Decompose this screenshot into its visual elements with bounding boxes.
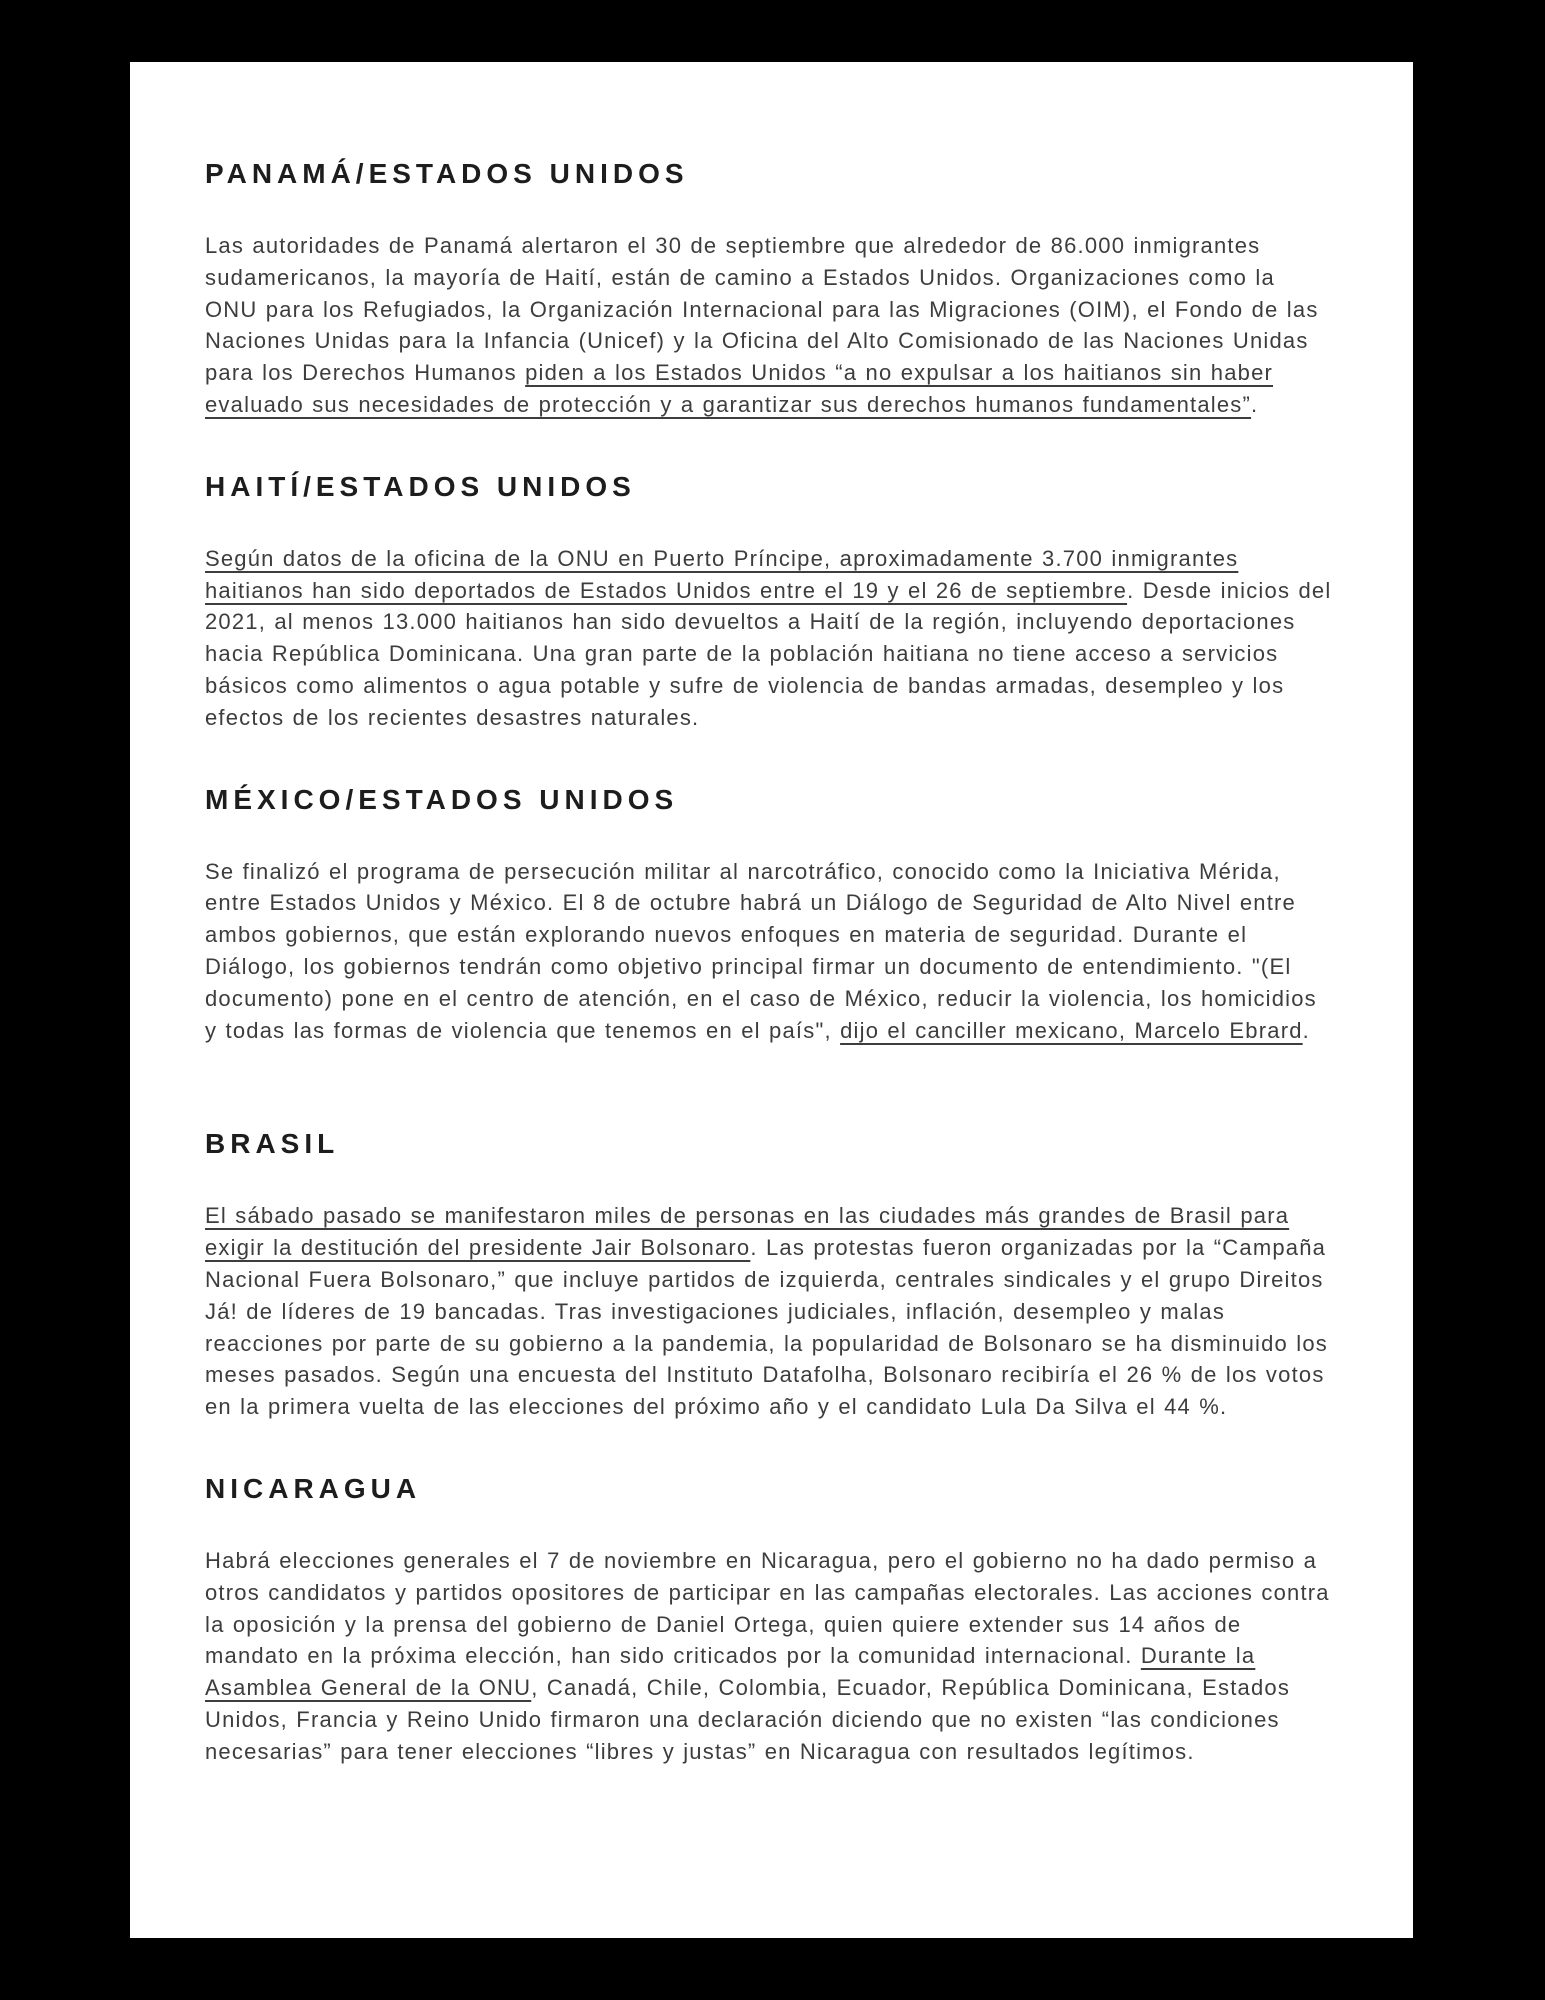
news-section-mexico-estados-unidos [205, 782, 1335, 1047]
paragraph-text: . [1251, 391, 1259, 417]
section-paragraph [205, 543, 1335, 734]
paragraph-text: . [1302, 1017, 1310, 1043]
newsletter-page [130, 62, 1413, 1938]
paragraph-text: , Canadá, Chile, Colombia, Ecuador, República Dominicana, Estados Unidos, Francia y Reino Unido firmaron una declaración diciendo que no existen “las condiciones necesarias” para tener elecciones “libres y justas” en Nicaragua con resultados legítimos. [205, 1675, 1291, 1764]
section-heading: MÉXICO/ESTADOS UNIDOS [205, 783, 679, 815]
section-heading: PANAMÁ/ESTADOS UNIDOS [205, 158, 689, 189]
news-section-brasil [205, 1126, 1335, 1423]
paragraph-text: Habrá elecciones generales el 7 de noviembre en Nicaragua, pero el gobierno no ha dado permiso a otros candidatos y partidos opositores de participar en las campañas electorales. Las acciones contra la oposición y la prensa del gobierno de Daniel Ortega, quien quiere extender sus 14 años de mandato en la próxima elección, han sido criticados por la comunidad internacional. [205, 1547, 1330, 1669]
section-heading: NICARAGUA [205, 1472, 422, 1504]
paragraph-text: . Las protestas fueron organizadas por la “Campaña Nacional Fuera Bolsonaro,” que incluye partidos de izquierda, centrales sindicales y el grupo Direitos Já! de líderes de 19 bancadas. Tras investigaciones judiciales, inflación, desempleo y malas reacciones por parte de su gobierno a la pandemia, la popularidad de Bolsonaro se ha disminuido los meses pasados. Según una encuesta del Instituto Datafolha, Bolsonaro recibiría el 26 % de los votos en la primera vuelta de las elecciones del próximo año y el candidato Lula Da Silva el 44 %. [205, 1235, 1328, 1420]
newsletter-content [130, 62, 1413, 1768]
paragraph-text: . Desde inicios del 2021, al menos 13.000 haitianos han sido devueltos a Haití de la región, incluyendo deportaciones hacia República Dominicana. Una gran parte de la población haitiana no tiene acceso a servicios básicos como alimentos o agua potable y sufre de violencia de bandas armadas, desempleo y los efectos de los recientes desastres naturales. [205, 577, 1332, 730]
section-paragraph [205, 1200, 1335, 1423]
news-section-nicaragua [205, 1471, 1335, 1768]
section-heading: BRASIL [205, 1128, 340, 1160]
inline-link[interactable]: Durante la Asamblea General de la ONU [205, 1643, 1256, 1701]
inline-link[interactable]: dijo el canciller mexicano, Marcelo Ebrard [840, 1017, 1303, 1043]
paragraph-text: Las autoridades de Panamá alertaron el 30 de septiembre que alrededor de 86.000 inmigrantes sudamericanos, la mayoría de Haití, están de camino a Estados Unidos. Organizaciones como la ONU para los Refugiados, la Organización Internacional para las Migraciones (OIM), el Fondo de las Naciones Unidas para la Infancia (Unicef) y la Oficina del Alto Comisionado de las Naciones Unidas para los Derechos Humanos [205, 233, 1319, 386]
inline-link[interactable]: piden a los Estados Unidos “a no expulsar a los haitianos sin haber evaluado sus necesidades de protección y a garantizar sus derechos humanos fundamentales” [205, 360, 1274, 417]
news-section-panama-estados-unidos [205, 156, 1335, 421]
section-heading: HAITÍ/ESTADOS UNIDOS [205, 470, 636, 502]
paragraph-text: Se finalizó el programa de persecución militar al narcotráfico, conocido como la Iniciativa Mérida, entre Estados Unidos y México. El 8 de octubre habrá un Diálogo de Seguridad de Alto Nivel entre ambos gobiernos, que están explorando nuevos enfoques en materia de seguridad. Durante el Diálogo, los gobiernos tendrán como objetivo principal firmar un documento de entendimiento. "(El documento) pone en el centro de atención, en el caso de México, reducir la violencia, los homicidios y todas las formas de violencia que tenemos en el país", [205, 858, 1317, 1043]
inline-link[interactable]: El sábado pasado se manifestaron miles de personas en las ciudades más grandes de Brasil para exigir la destitución del presidente Jair Bolsonaro [205, 1203, 1290, 1261]
section-paragraph [205, 1545, 1335, 1768]
section-paragraph [205, 856, 1335, 1047]
inline-link[interactable]: Según datos de la oficina de la ONU en Puerto Príncipe, aproximadamente 3.700 inmigrantes haitianos han sido deportados de Estados Unidos entre el 19 y el 26 de septiembre [205, 545, 1239, 603]
news-section-haiti-estados-unidos [205, 469, 1335, 734]
section-paragraph [205, 230, 1335, 421]
